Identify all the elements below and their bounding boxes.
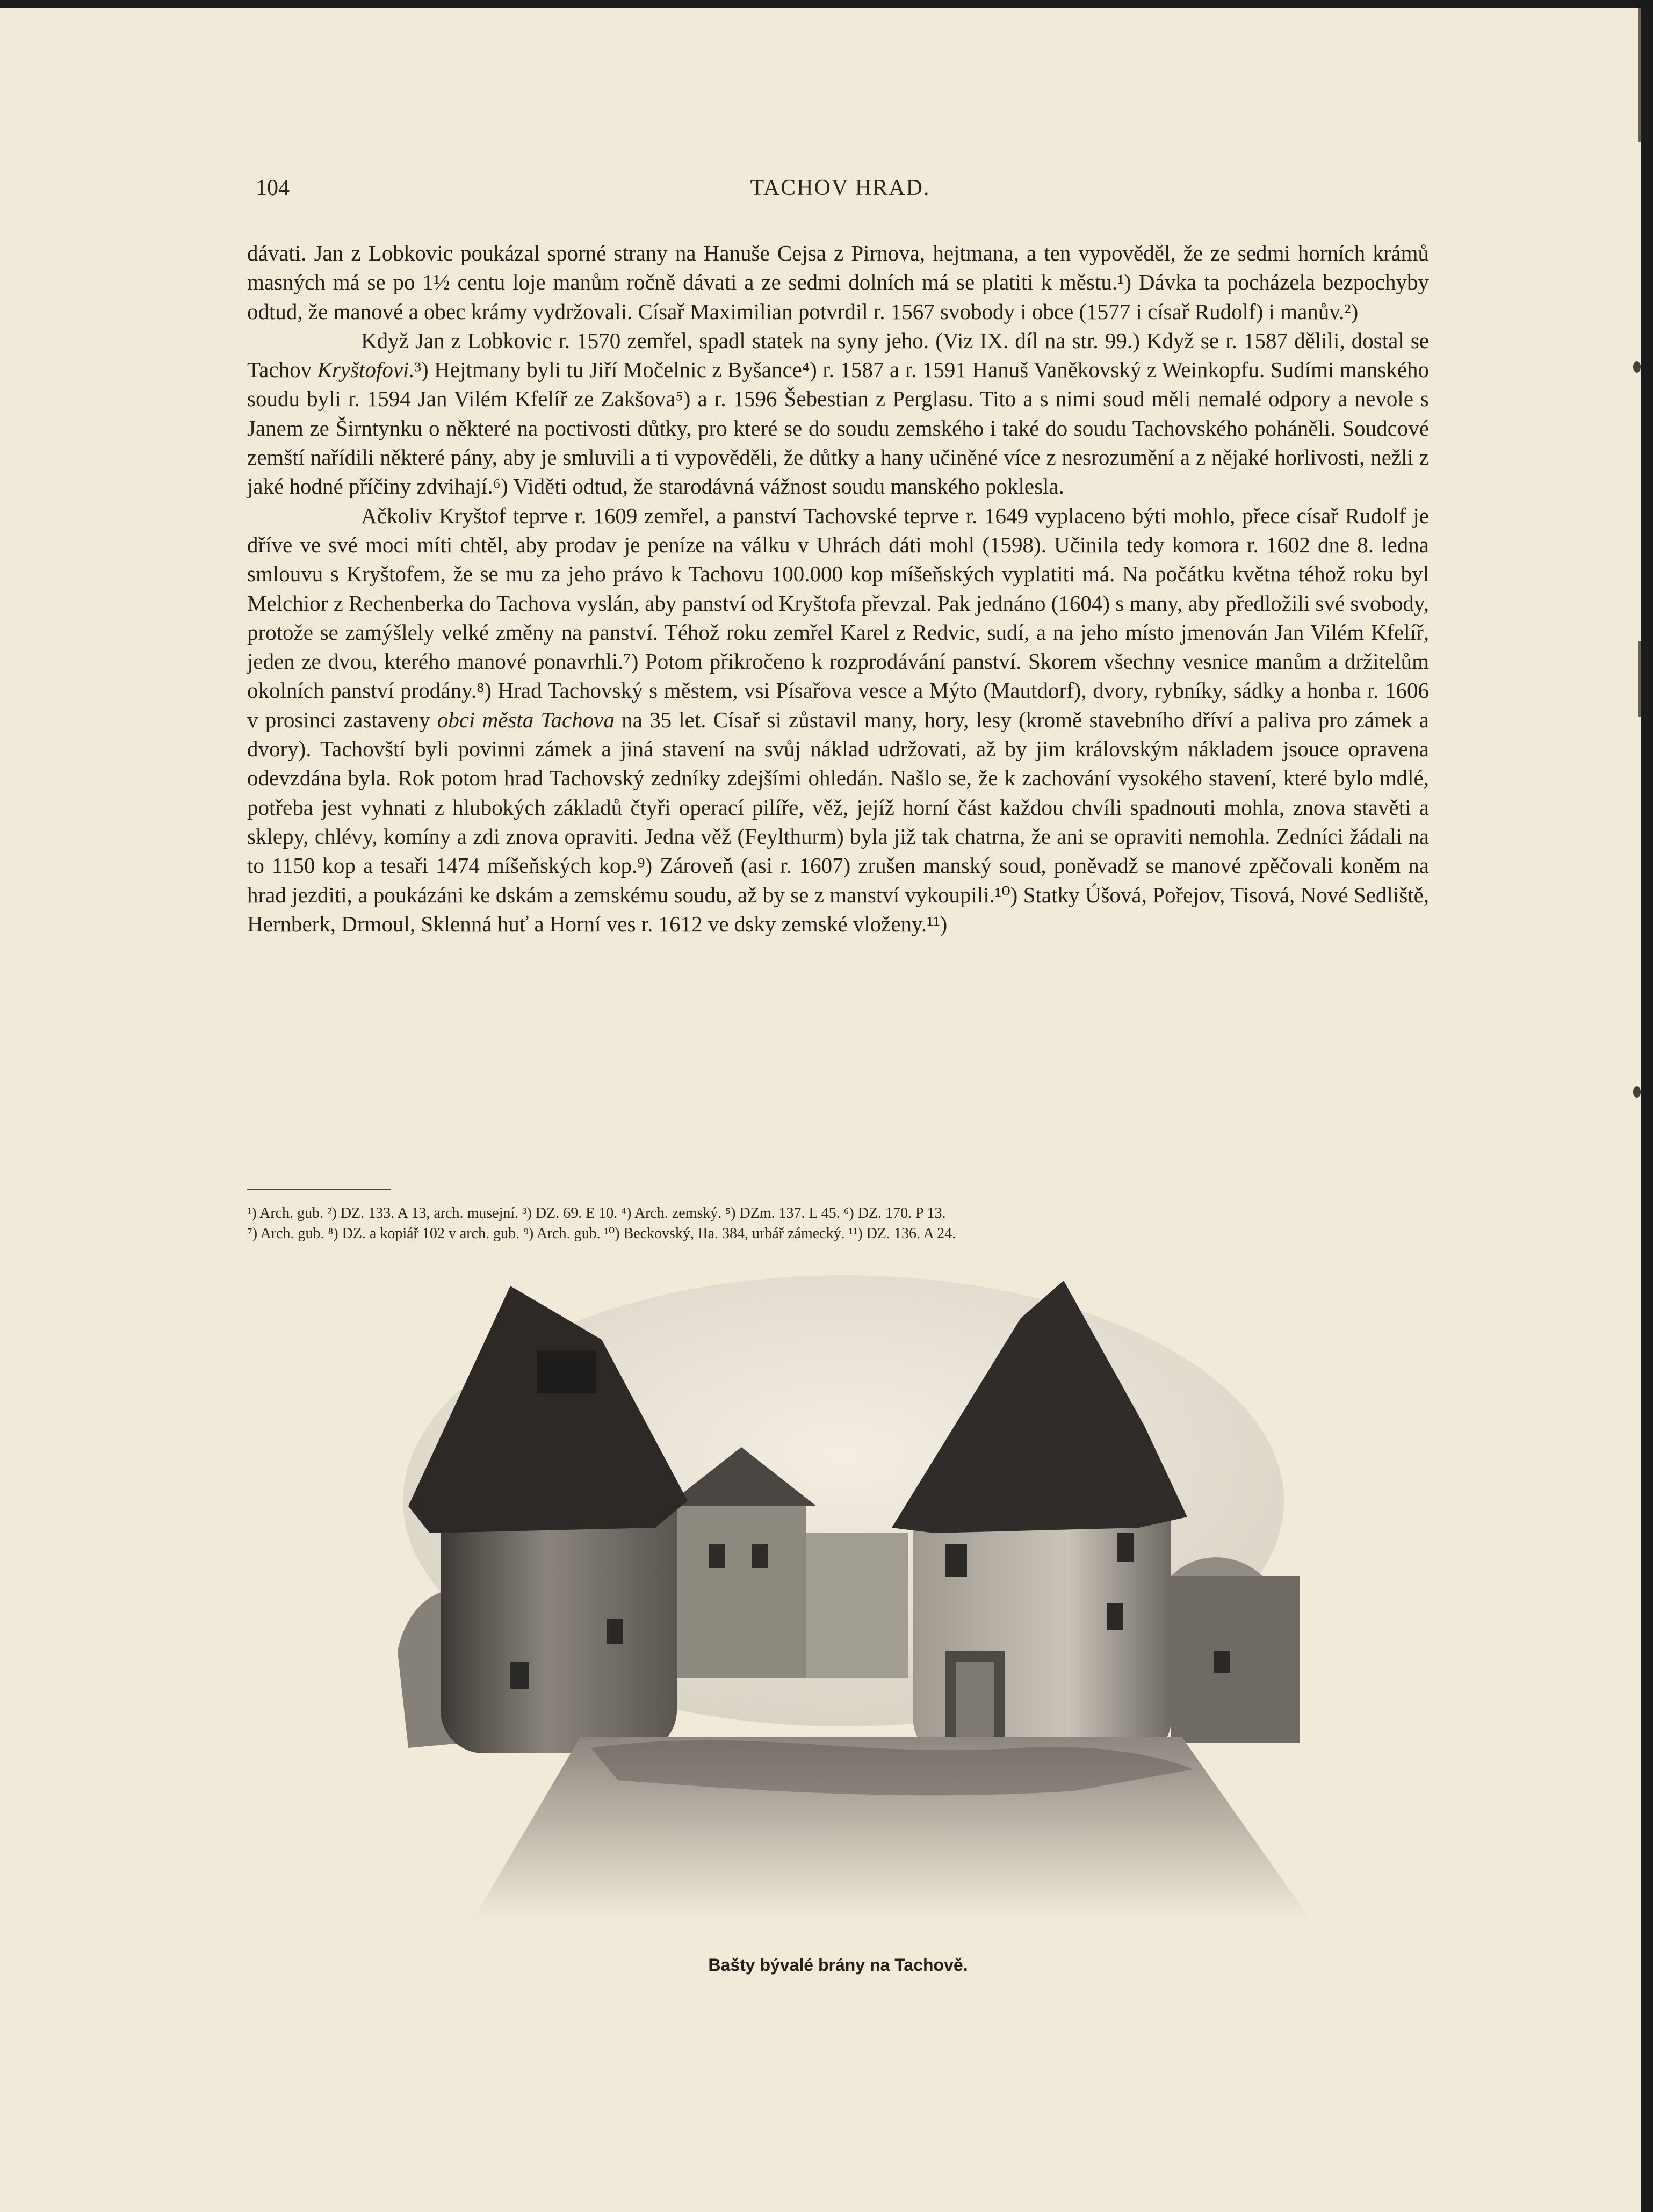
footnotes: [247, 1203, 1429, 1244]
body-text: [247, 238, 1429, 1184]
right-tower-door-inner: [956, 1662, 994, 1748]
scan-edge-mark: [1633, 1086, 1641, 1098]
right-tower-window: [1107, 1603, 1123, 1630]
scan-edge-line: [1638, 8, 1641, 142]
paragraph-2-end: ³) Hejtmany byli tu Jiří Močelnic z Byšance⁴) r. 1587 a r. 1591 Hanuš Vaněkovský z Weinkopfu. Sudími manského soudu byli r. 1594 Jan Vilém Kfelíř ze Zakšova⁵) a r. 1596 Šebestian z Perglasu. Tito a s nimi soud měli nemalé odpory a nevole s Janem ze Širntynku o některé na poctivosti důtky, pro které se do soudu zemského i také do soudu Tachovského poháněli. Soudcové zemští nařídili některé pány, aby je smluvili a ti vypověděli, že důtky a hany učiněné více z nesrozumění a z nějaké horlivosti, nežli z jaké hodné příčiny zdvihají.⁶) Viděti odtud, že starodávná vážnost soudu manského poklesla.: [247, 357, 1429, 499]
paragraph-3: [247, 501, 1429, 938]
paragraph-2: [247, 326, 1429, 501]
back-house: [806, 1533, 908, 1678]
figure-caption: Bašty bývalé brány na Tachově.: [708, 1955, 968, 1975]
scanned-page: [0, 8, 1641, 2212]
side-building: [1171, 1576, 1300, 1743]
middle-house-window: [752, 1544, 768, 1568]
page-number: 104: [256, 176, 290, 200]
running-title: TACHOV HRAD.: [750, 176, 930, 200]
page-header: [256, 175, 1425, 207]
paragraph-2-start: Když Jan z Lobkovic r. 1570 zemřel, spadl statek na syny jeho. (Viz IX. díl na str. 99.) Když se r. 1587 dělili, dostal se Tachov: [247, 328, 1429, 382]
left-tower-dormer: [537, 1350, 596, 1393]
book-page: [0, 8, 1641, 2212]
paragraph-3-end: na 35 let. Císař si zůstavil many, hory, lesy (kromě stavebního dříví a paliva pro zámek a dvory). Tachovští byli povinni zámek a jiná stavení na svůj náklad udržovati, až by jim královským nákladem jsouce opravena odevzdána byla. Rok potom hrad Tachovský zedníky zdejšími ohledán. Našlo se, že k zachování vysokého stavení, které bylo mdlé, potřeba jest vyhnati z hlubokých základů čtyři operací pilíře, věž, jejíž horní část každou chvíli spadnouti mohla, znova stavěti a sklepy, chlévy, komíny a zdi znova opraviti. Jedna věž (Feylthurm) byla již tak chatrna, že ani se opraviti nemohla. Zedníci žádali na to 1150 kop a tesaři 1474 míšeňských kop.⁹) Zároveň (asi r. 1607) zrušen manský soud, poněvadž se manové zpěčovali koněm na hrad jezditi, a poukázáni ke dskám a zemskému soudu, až by se z manství vykoupili.¹⁰) Statky Úšová, Pořejov, Tisová, Nové Sedliště, Hernberk, Drmoul, Sklenná huť a Horní ves r. 1612 ve dsky zemské vloženy.¹¹): [247, 707, 1429, 936]
footnote-line-2: ⁷) Arch. gub. ⁸) DZ. a kopiář 102 v arch. gub. ⁹) Arch. gub. ¹⁰) Beckovský, IIa. 384, urbář zámecký. ¹¹) DZ. 136. A 24.: [247, 1225, 956, 1242]
footnote-line-1: ¹) Arch. gub. ²) DZ. 133. A 13, arch. musejní. ³) DZ. 69. E 10. ⁴) Arch. zemský. ⁵) DZm. 137. L 45. ⁶) DZ. 170. P 13.: [247, 1205, 946, 1221]
right-tower-window: [945, 1544, 967, 1577]
scan-edge-mark: [1633, 361, 1641, 373]
footnote-divider: [247, 1189, 391, 1190]
right-tower-window: [1117, 1533, 1134, 1562]
illustration-gate-bastions: [376, 1275, 1311, 1920]
italic-obci-mesta-tachova: obci města Tachova: [437, 707, 615, 732]
scan-edge-line: [1638, 641, 1641, 717]
middle-house: [677, 1501, 806, 1678]
side-building-window: [1214, 1651, 1230, 1673]
italic-name-krystofovi: Kryštofovi.: [317, 357, 415, 382]
left-tower-window: [607, 1619, 623, 1644]
paragraph-1: dávati. Jan z Lobkovic poukázal sporné strany na Hanuše Cejsa z Pirnova, hejtmana, a ten vypověděl, že ze sedmi horních krámů masných má se po 1½ centu loje manům ročně dávati a ze sedmi dolních má se platiti k městu.¹) Dávka ta pocházela bezpochyby odtud, že manové a obec krámy vydržovali. Císař Maximilian potvrdil r. 1567 svobody i obce (1577 i císař Rudolf) i manův.²): [247, 241, 1429, 324]
middle-house-window: [709, 1544, 725, 1568]
left-tower-window: [510, 1662, 529, 1689]
paragraph-3-start: Ačkoliv Kryštof teprve r. 1609 zemřel, a panství Tachovské teprve r. 1649 vyplaceno býti mohlo, přece císař Rudolf je dříve ve své moci míti chtěl, aby prodav je peníze na válku v Uhrách dáti mohl (1598). Učinila tedy komora r. 1602 dne 8. ledna smlouvu s Kryštofem, že se mu za jeho právo k Tachovu 100.000 kop míšeňských vyplatiti má. Na počátku května téhož roku byl Melchior z Rechenberka do Tachova vyslán, aby panství od Kryštofa převzal. Pak jednáno (1604) s many, aby předložili své svobody, protože se zamýšlely velké změny na panství. Téhož roku zemřel Karel z Redvic, sudí, a na jeho místo jmenován Jan Vilém Kfelíř, jeden ze dvou, kterého manové ponavrhli.⁷) Potom přikročeno k rozprodávání panství. Skorem všechny vesnice manům a držitelům okolních panství prodány.⁸) Hrad Tachovský s městem, vsi Písařova vesce a Mýto (Mautdorf), dvory, rybníky, sádky a honba r. 1606 v prosinci zastaveny: [247, 503, 1429, 732]
